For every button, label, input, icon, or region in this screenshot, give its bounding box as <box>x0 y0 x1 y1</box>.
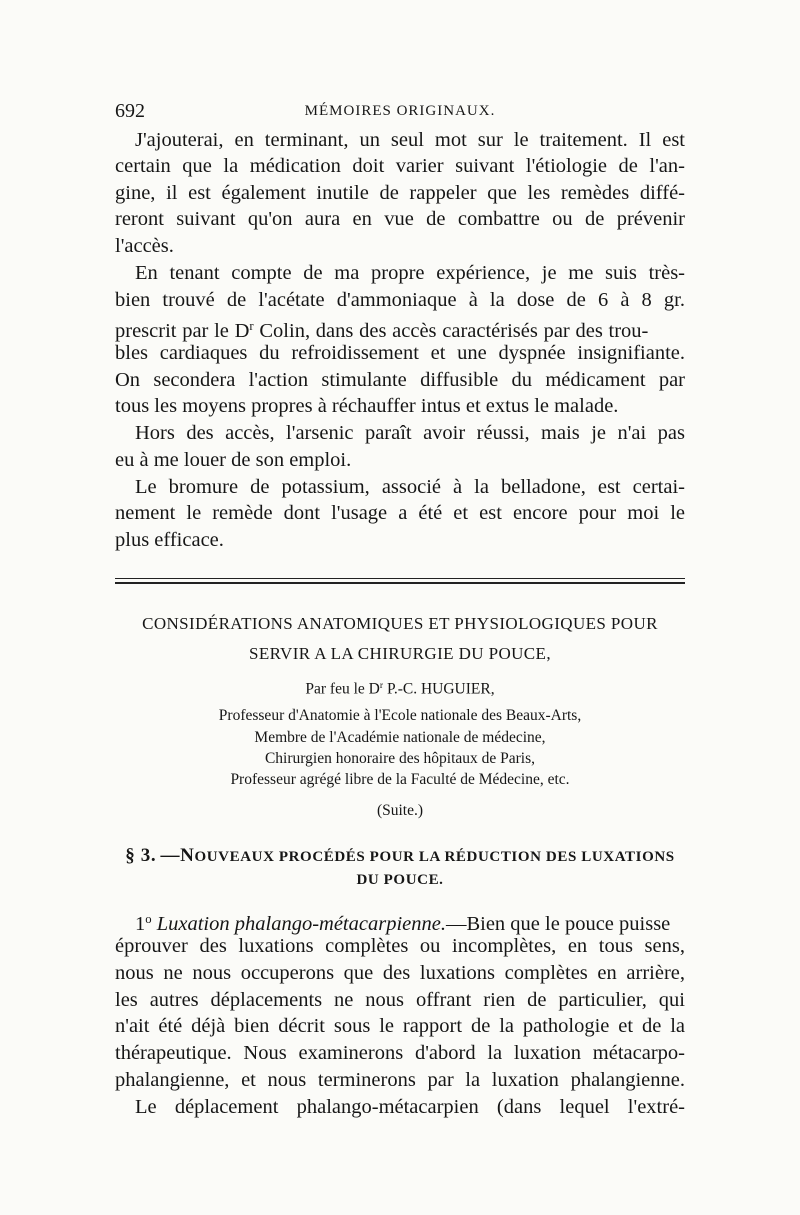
text-line: gine, il est également inutile de rappeler que les remèdes diffé- <box>115 182 685 204</box>
text-line: l'accès. <box>115 235 174 257</box>
text-line: n'ait été déjà bien décrit sous le rapport de la pathologie et de la <box>115 1015 685 1037</box>
article-title: CONSIDÉRATIONS ANATOMIQUES ET PHYSIOLOGIQUES POUR <box>142 614 658 633</box>
text-line: bien trouvé de l'acétate d'ammoniaque à la dose de 6 à 8 gr. <box>115 289 685 311</box>
section-heading: DU POUCE. <box>356 872 444 888</box>
text-line: Le bromure de potassium, associé à la belladone, est certai- <box>135 476 685 498</box>
author-credential: Professeur d'Anatomie à l'Ecole nationale des Beaux-Arts, <box>218 707 582 724</box>
separator-rule <box>115 578 685 579</box>
text-line: Hors des accès, l'arsenic paraît avoir réussi, mais je n'ai pas <box>135 422 685 444</box>
article-title: SERVIR A LA CHIRURGIE DU POUCE, <box>249 644 551 663</box>
byline: Par feu le $D^r$ P.-C. HUGUIER, <box>305 680 495 698</box>
text-line: En tenant compte de ma propre expérience, je me suis très- <box>135 262 685 284</box>
text-line: On secondera l'action stimulante diffusible du médicament par <box>115 369 685 391</box>
text-line: thérapeutique. Nous examinerons d'abord la luxation métacarpo- <box>115 1042 685 1064</box>
page-header <box>115 100 685 126</box>
text-line: éprouver des luxations complètes ou incomplètes, en tous sens, <box>115 935 685 957</box>
author-credential: Professeur agrégé libre de la Faculté de Médecine, etc. <box>230 771 570 788</box>
text-line: 1$^o$ Luxation phalango-métacarpienne.—Bien que le pouce puisse <box>135 912 671 935</box>
text-line: eu à me louer de son emploi. <box>115 449 352 471</box>
running-head: MÉMOIRES ORIGINAUX. <box>304 103 496 119</box>
text-line: certain que la médication doit varier suivant l'étiologie de l'an- <box>115 155 685 177</box>
text-line: plus efficace. <box>115 529 224 551</box>
section-heading: § 3. —NOUVEAUX PROCÉDÉS POUR LA RÉDUCTION DES LUXATIONS <box>125 845 675 866</box>
text-line: reront suivant qu'on aura en vue de combattre ou de prévenir <box>115 208 685 230</box>
separator-rule <box>115 582 685 584</box>
text-line: bles cardiaques du refroidissement et une dyspnée insignifiante. <box>115 342 685 364</box>
text-line: prescrit par le $D^r$ Colin, dans des accès caractérisés par des trou- <box>115 319 649 342</box>
text-line: tous les moyens propres à réchauffer intus et extus le malade. <box>115 395 619 417</box>
text-line: nement le remède dont l'usage a été et est encore pour moi le <box>115 502 685 524</box>
text-line: les autres déplacements ne nous offrant rien de particulier, qui <box>115 989 685 1011</box>
text-line: nous ne nous occuperons que des luxations complètes en arrière, <box>115 962 685 984</box>
author-credential: Membre de l'Académie nationale de médecine, <box>254 729 546 746</box>
continued-note: (Suite.) <box>376 802 424 819</box>
text-line: J'ajouterai, en terminant, un seul mot sur le traitement. Il est <box>135 129 685 151</box>
page-number: 692 <box>115 100 145 122</box>
text-line: Le déplacement phalango-métacarpien (dans lequel l'extré- <box>135 1096 685 1118</box>
text-line: phalangienne, et nous terminerons par la luxation phalangienne. <box>115 1069 685 1091</box>
author-credential: Chirurgien honoraire des hôpitaux de Paris, <box>264 750 536 767</box>
